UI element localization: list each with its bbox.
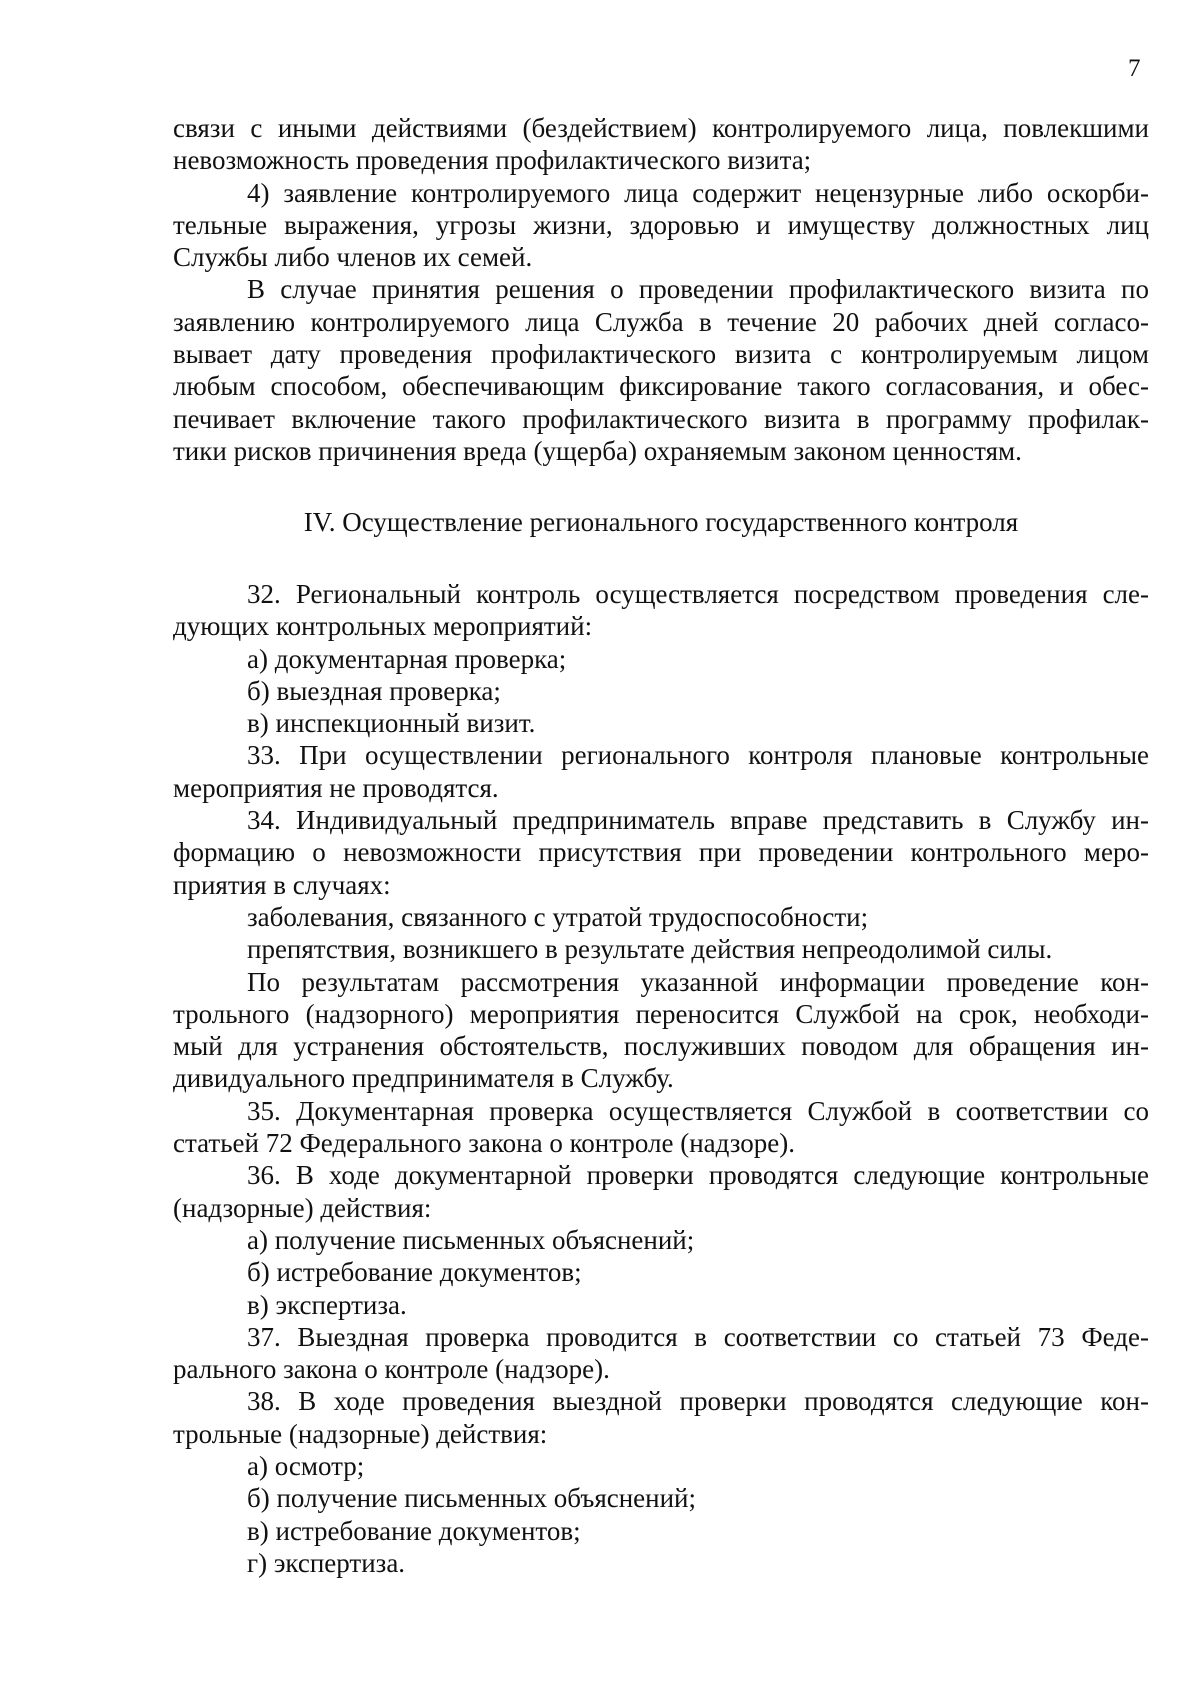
top-text-block xyxy=(173,112,1149,467)
text-line: дивидуального предпринимателя в Службу. xyxy=(173,1063,674,1094)
text-line: печивает включение такого профилактического визита в программу профилак- xyxy=(173,403,1149,434)
text-line: а) получение письменных объяснений; xyxy=(247,1224,695,1255)
text-line: В случае принятия решения о проведении профилактического визита по xyxy=(247,274,1149,305)
page-number: 7 xyxy=(1128,55,1141,82)
text-line: статьей 72 Федерального закона о контроле (надзоре). xyxy=(173,1128,795,1159)
text-line: приятия в случаях: xyxy=(173,869,391,900)
text-line: мый для устранения обстоятельств, послуживших поводом для обращения ин- xyxy=(173,1031,1149,1062)
text-line: связи с иными действиями (бездействием) контролируемого лица, повлекшими xyxy=(173,113,1149,143)
text-line: тики рисков причинения вреда (ущерба) охраняемым законом ценностям. xyxy=(173,435,1022,466)
text-line: трольного (надзорного) мероприятия переносится Службой на срок, необходи- xyxy=(173,998,1149,1029)
text-line: в) инспекционный визит. xyxy=(247,708,536,739)
text-line: формацию о невозможности присутствия при проведении контрольного меро- xyxy=(173,837,1149,868)
text-line: 37. Выездная проверка проводится в соответствии со статьей 73 Феде- xyxy=(247,1321,1149,1352)
text-line: а) осмотр; xyxy=(247,1451,365,1482)
main-text-block xyxy=(173,578,1149,1579)
text-line: Службы либо членов их семей. xyxy=(173,242,533,273)
text-line: 34. Индивидуальный предприниматель вправе представить в Службу ин- xyxy=(247,805,1149,836)
text-line: а) документарная проверка; xyxy=(247,643,567,674)
text-line: б) получение письменных объяснений; xyxy=(247,1483,697,1514)
section-heading: IV. Осуществление регионального государственного контроля xyxy=(303,507,1019,537)
text-line: заявлению контролируемого лица Служба в течение 20 рабочих дней согласо- xyxy=(173,306,1149,337)
text-line: тельные выражения, угрозы жизни, здоровью и имуществу должностных лиц xyxy=(173,209,1149,240)
text-line: любым способом, обеспечивающим фиксирование такого согласования, и обес- xyxy=(173,371,1149,402)
text-line: в) экспертиза. xyxy=(247,1289,407,1320)
text-line: заболевания, связанного с утратой трудоспособности; xyxy=(247,901,869,932)
text-line: 4) заявление контролируемого лица содержит нецензурные либо оскорби- xyxy=(247,177,1149,208)
text-line: 35. Документарная проверка осуществляется Службой в соответствии со xyxy=(247,1095,1149,1126)
text-line: По результатам рассмотрения указанной информации проведение кон- xyxy=(247,966,1149,997)
text-line: вывает дату проведения профилактического визита с контролируемым лицом xyxy=(173,339,1149,370)
text-line: невозможность проведения профилактического визита; xyxy=(173,145,812,176)
text-line: препятствия, возникшего в результате действия непреодолимой силы. xyxy=(247,934,1053,965)
text-line: 33. При осуществлении регионального контроля плановые контрольные xyxy=(247,740,1149,771)
text-line: б) истребование документов; xyxy=(247,1257,582,1288)
text-line: рального закона о контроле (надзоре). xyxy=(173,1354,610,1385)
text-line: б) выездная проверка; xyxy=(247,675,501,706)
text-line: 32. Региональный контроль осуществляется посредством проведения сле- xyxy=(247,579,1149,609)
text-line: г) экспертиза. xyxy=(247,1547,406,1578)
text-line: мероприятия не проводятся. xyxy=(173,772,499,803)
text-line: дующих контрольных мероприятий: xyxy=(173,611,593,642)
text-line: в) истребование документов; xyxy=(247,1515,581,1546)
text-line: (надзорные) действия: xyxy=(173,1192,432,1223)
text-line: трольные (надзорные) действия: xyxy=(173,1418,548,1449)
text-line: 38. В ходе проведения выездной проверки проводятся следующие кон- xyxy=(247,1386,1149,1417)
text-line: 36. В ходе документарной проверки проводятся следующие контрольные xyxy=(247,1160,1149,1191)
